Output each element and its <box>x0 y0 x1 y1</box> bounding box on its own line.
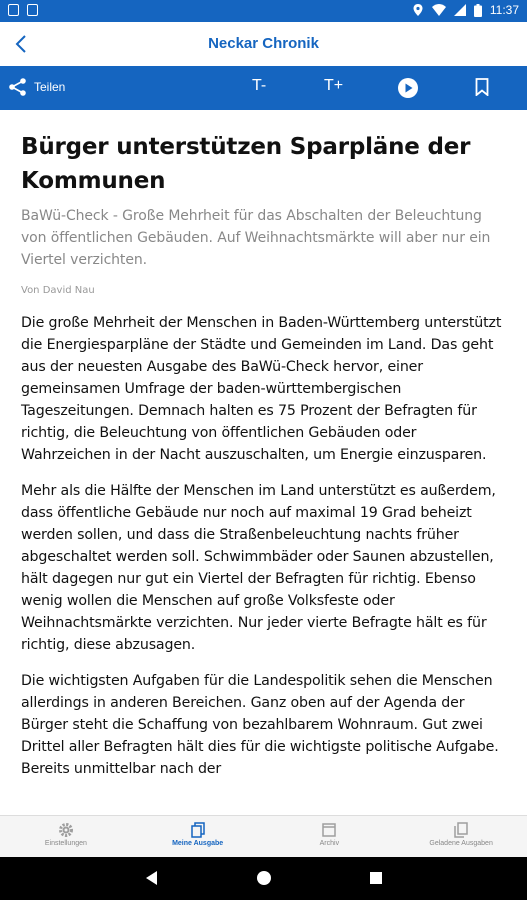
app-bar <box>0 22 527 66</box>
article-subtitle: BaWü-Check - Große Mehrheit für das Abschalten der Beleuchtung von öffentlichen Gebäuden. Auf Weihnachtsmärkte will aber nur ein Viertel verzichten. <box>21 208 491 268</box>
status-bar <box>0 0 527 22</box>
signal-icon <box>454 4 466 16</box>
downloaded-issues-icon <box>453 822 469 838</box>
nav-label-my-issue: Meine Ausgabe <box>172 840 224 847</box>
nav-item-downloaded-issues[interactable] <box>395 816 527 857</box>
decrease-text-size-button[interactable]: T- <box>252 77 267 94</box>
bottom-navigation <box>0 815 527 857</box>
location-icon <box>412 4 424 16</box>
wifi-icon <box>432 4 446 16</box>
battery-icon <box>474 4 482 17</box>
article-toolbar <box>0 66 527 110</box>
sd-card-icon <box>27 4 38 16</box>
nav-label-downloaded-issues: Geladene Ausgaben <box>429 840 493 847</box>
bookmark-icon[interactable] <box>475 78 489 96</box>
article-headline: Bürger unterstützen Sparpläne der Kommunen <box>21 134 471 194</box>
system-home-icon[interactable] <box>256 870 272 886</box>
article-author: Von David Nau <box>21 285 95 296</box>
status-time: 11:37 <box>489 3 519 17</box>
article-paragraph: Die große Mehrheit der Menschen in Baden-Württemberg unterstützt die Energiesparpläne der Städte und Gemeinden im Land. Das geht aus der neuesten Ausgabe des BaWü-Check hervor, einer gemeinsamen Umfrage der baden-württembergischen Tageszeitungen. Demnach halten es 75 Prozent der Befragten für richtig, die Beleuchtung von öffentlichen Gebäuden oder Wahrzeichen in der Nacht auszuschalten, um Energie einzusparen. <box>21 315 502 463</box>
nav-item-my-issue[interactable] <box>132 816 264 857</box>
app-title: Neckar Chronik <box>208 35 319 52</box>
nav-label-settings: Einstellungen <box>44 840 87 847</box>
share-label: Teilen <box>34 80 66 94</box>
system-recents-icon[interactable] <box>368 870 384 886</box>
nav-item-settings[interactable] <box>0 816 132 857</box>
article-content[interactable] <box>0 110 527 815</box>
article-paragraph: Die wichtigsten Aufgaben für die Landespolitik sehen die Menschen allerdings in anderen Bereichen. Ganz oben auf der Agenda der Bürger steht die Schaffung von bezahlbarem Wohnraum. Gut zwei Drittel aller Befragten hält dies für die wichtigste politische Aufgabe. Bereits unmittelbar nach der <box>21 673 499 777</box>
nav-label-archive: Archiv <box>319 840 340 847</box>
increase-text-size-button[interactable]: T+ <box>324 77 344 94</box>
nav-item-archive[interactable] <box>264 816 396 857</box>
my-issue-icon <box>190 822 206 838</box>
archive-icon <box>321 822 337 838</box>
share-icon <box>8 77 28 97</box>
system-back-icon[interactable] <box>144 870 160 886</box>
share-button[interactable] <box>8 77 65 97</box>
notification-icon <box>8 4 19 16</box>
gear-icon <box>58 822 74 838</box>
article-paragraph: Mehr als die Hälfte der Menschen im Land unterstützt es außerdem, dass öffentliche Gebäude nur noch auf maximal 19 Grad beheizt werden sollen, und dass die Straßenbeleuchtung nachts früher abgeschaltet werden soll. Schwimmbäder oder Saunen abzustellen, hält dagegen nur gut ein Viertel der Befragten für richtig. Ebenso wenig wollen die Menschen auf große Volksfeste oder Weihnachtsmärkte verzichten. Nur jeder vierte Befragte hält es für richtig, diese abzusagen. <box>21 483 496 653</box>
system-navigation-bar <box>0 857 527 900</box>
play-audio-icon[interactable] <box>397 77 419 99</box>
